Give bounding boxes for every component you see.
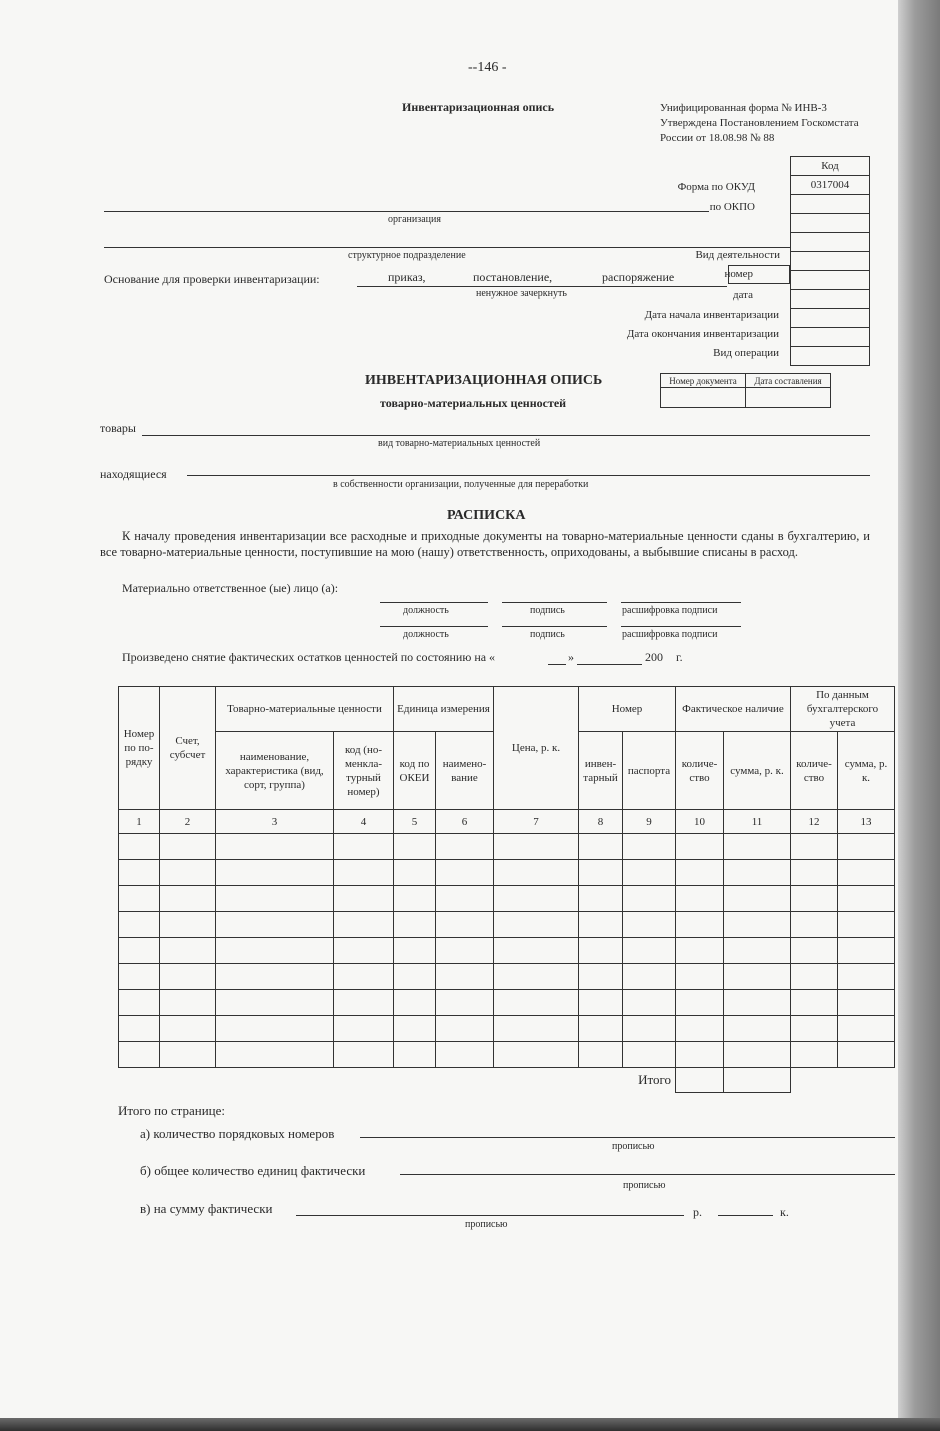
table-cell[interactable] — [623, 964, 676, 990]
table-cell[interactable] — [791, 834, 838, 860]
table-cell[interactable] — [579, 912, 623, 938]
line-b-label: б) общее количество единиц фактически — [140, 1163, 366, 1178]
table-cell[interactable] — [838, 990, 895, 1016]
kop-label: к. — [780, 1205, 789, 1219]
activity-label: Вид деятельности — [695, 249, 780, 261]
division-caption: структурное подразделение — [348, 250, 466, 261]
table-cell[interactable] — [838, 834, 895, 860]
col-number: 1 — [119, 810, 160, 834]
operation-label: Вид операции — [713, 347, 779, 359]
operation-field[interactable] — [791, 347, 870, 366]
sig2-decoding-line[interactable] — [621, 626, 741, 627]
table-cell[interactable] — [334, 990, 394, 1016]
table-cell[interactable] — [838, 886, 895, 912]
page-number: --146 - — [468, 60, 507, 75]
page-total-label: Итого по странице: — [118, 1103, 225, 1118]
table-cell[interactable] — [436, 886, 494, 912]
sig1-decoding: расшифровка подписи — [622, 605, 718, 616]
stock-line-label: Произведено снятие фактических остатков ценностей по состоянию на « — [122, 650, 496, 664]
th-unit: Единица измерения — [394, 687, 494, 732]
table-cell[interactable] — [494, 938, 579, 964]
table-cell[interactable] — [676, 912, 724, 938]
goods-caption: вид товарно-материальных ценностей — [378, 438, 541, 449]
rub-label: р. — [693, 1205, 702, 1219]
table-cell[interactable] — [119, 1042, 160, 1068]
sig2-signature-line[interactable] — [502, 626, 607, 627]
table-cell[interactable] — [791, 990, 838, 1016]
sig2-position: должность — [403, 629, 449, 640]
located-caption: в собственности организации, полученные для переработки — [333, 479, 589, 490]
code-blank-1[interactable] — [791, 214, 870, 233]
th-unitname: наимено-вание — [436, 732, 494, 810]
doc-number-field[interactable] — [661, 388, 746, 408]
table-cell[interactable] — [394, 964, 436, 990]
col-number: 12 — [791, 810, 838, 834]
table-cell[interactable] — [724, 886, 791, 912]
table-cell[interactable] — [791, 860, 838, 886]
total-qty[interactable] — [676, 1068, 724, 1093]
col-number: 5 — [394, 810, 436, 834]
basis-line — [357, 286, 727, 287]
table-cell[interactable] — [436, 912, 494, 938]
table-cell[interactable] — [494, 860, 579, 886]
table-cell[interactable] — [394, 912, 436, 938]
th-books: По данным бухгалтерского учета — [791, 687, 895, 732]
stock-close-quote: » — [568, 650, 574, 664]
table-cell[interactable] — [676, 1016, 724, 1042]
division-line[interactable] — [104, 247, 790, 248]
okpo-field[interactable] — [791, 195, 870, 214]
goods-line[interactable] — [142, 435, 870, 436]
col-number: 2 — [160, 810, 216, 834]
table-cell[interactable] — [724, 1042, 791, 1068]
table-cell[interactable] — [394, 834, 436, 860]
th-num: Номер по по-рядку — [119, 687, 160, 810]
code-blank-2[interactable] — [791, 233, 870, 252]
end-date-field[interactable] — [791, 328, 870, 347]
date-label: дата — [732, 289, 753, 301]
table-cell[interactable] — [838, 1042, 895, 1068]
table-cell[interactable] — [160, 886, 216, 912]
form-line-3: России от 18.08.98 № 88 — [660, 132, 775, 144]
table-row — [119, 886, 895, 912]
table-cell[interactable] — [579, 834, 623, 860]
table-cell[interactable] — [494, 886, 579, 912]
col-number: 7 — [494, 810, 579, 834]
table-cell[interactable] — [394, 886, 436, 912]
line-a-field[interactable] — [360, 1137, 895, 1138]
sig2-signature: подпись — [530, 629, 565, 640]
table-cell[interactable] — [724, 964, 791, 990]
table-cell[interactable] — [119, 912, 160, 938]
line-a-caption: прописью — [612, 1141, 655, 1152]
start-date-label: Дата начала инвентаризации — [644, 309, 779, 321]
th-passport: паспорта — [623, 732, 676, 810]
th-account: Счет, субсчет — [160, 687, 216, 810]
okpo-label: по ОКПО — [709, 201, 755, 213]
table-cell[interactable] — [216, 938, 334, 964]
sig1-signature: подпись — [530, 605, 565, 616]
number-label: номер — [724, 268, 753, 280]
total-sum[interactable] — [724, 1068, 791, 1093]
basis-label: Основание для проверки инвентаризации: — [104, 272, 320, 286]
line-c-caption: прописью — [465, 1219, 508, 1230]
table-cell[interactable] — [724, 1016, 791, 1042]
table-cell[interactable] — [623, 886, 676, 912]
table-cell[interactable] — [579, 964, 623, 990]
total-row — [119, 1068, 895, 1093]
table-cell[interactable] — [676, 938, 724, 964]
table-cell[interactable] — [119, 938, 160, 964]
stock-month-line[interactable] — [577, 664, 642, 665]
table-row — [119, 938, 895, 964]
form-line-1: Унифицированная форма № ИНВ-3 — [660, 102, 827, 114]
org-caption: организация — [388, 214, 441, 225]
table-cell[interactable] — [334, 834, 394, 860]
col-number: 8 — [579, 810, 623, 834]
table-cell[interactable] — [160, 912, 216, 938]
main-subtitle: товарно-материальных ценностей — [380, 396, 567, 410]
table-cell[interactable] — [119, 990, 160, 1016]
line-c-label: в) на сумму фактически — [140, 1201, 273, 1216]
table-cell[interactable] — [724, 938, 791, 964]
table-cell[interactable] — [436, 938, 494, 964]
table-cell[interactable] — [724, 834, 791, 860]
line-b-caption: прописью — [623, 1180, 666, 1191]
table-cell[interactable] — [436, 990, 494, 1016]
col-number: 9 — [623, 810, 676, 834]
basis-decree: постановление, — [473, 270, 553, 284]
main-title: ИНВЕНТАРИЗАЦИОННАЯ ОПИСЬ — [365, 373, 603, 388]
table-cell[interactable] — [334, 886, 394, 912]
code-header: Код — [791, 157, 870, 176]
table-cell[interactable] — [494, 912, 579, 938]
stock-year-suffix: г. — [676, 650, 683, 664]
basis-date-field[interactable] — [791, 290, 870, 309]
table-cell[interactable] — [119, 860, 160, 886]
col-number: 11 — [724, 810, 791, 834]
table-cell[interactable] — [579, 1042, 623, 1068]
table-cell[interactable] — [494, 990, 579, 1016]
scan-bottom-edge — [0, 1418, 940, 1431]
table-row — [119, 1042, 895, 1068]
table-cell[interactable] — [838, 938, 895, 964]
table-cell[interactable] — [436, 834, 494, 860]
table-cell[interactable] — [623, 990, 676, 1016]
line-c-field[interactable] — [296, 1215, 684, 1216]
table-cell[interactable] — [623, 1042, 676, 1068]
th-sum: сумма, р. к. — [724, 732, 791, 810]
table-cell[interactable] — [394, 860, 436, 886]
table-cell[interactable] — [394, 1042, 436, 1068]
code-box — [790, 156, 870, 366]
table-cell[interactable] — [394, 990, 436, 1016]
table-row — [119, 860, 895, 886]
total-label: Итого — [119, 1068, 676, 1093]
table-cell[interactable] — [334, 912, 394, 938]
table-cell[interactable] — [838, 1016, 895, 1042]
table-cell[interactable] — [676, 964, 724, 990]
doc-date-field[interactable] — [746, 388, 831, 408]
table-cell[interactable] — [216, 1016, 334, 1042]
table-cell[interactable] — [623, 912, 676, 938]
table-cell[interactable] — [579, 860, 623, 886]
table-row — [119, 990, 895, 1016]
table-cell[interactable] — [579, 990, 623, 1016]
table-cell[interactable] — [334, 1016, 394, 1042]
sig1-decoding-line[interactable] — [621, 602, 741, 603]
table-cell[interactable] — [676, 1042, 724, 1068]
table-cell[interactable] — [119, 964, 160, 990]
table-cell[interactable] — [334, 1042, 394, 1068]
table-cell[interactable] — [791, 1016, 838, 1042]
okud-value: 0317004 — [791, 176, 870, 195]
th-actual: Фактическое наличие — [676, 687, 791, 732]
table-cell[interactable] — [436, 860, 494, 886]
table-cell[interactable] — [676, 860, 724, 886]
table-cell[interactable] — [436, 1016, 494, 1042]
table-cell[interactable] — [724, 990, 791, 1016]
col-number: 6 — [436, 810, 494, 834]
receipt-title: РАСПИСКА — [447, 508, 526, 523]
table-cell[interactable] — [791, 912, 838, 938]
col-number: 10 — [676, 810, 724, 834]
table-cell[interactable] — [838, 860, 895, 886]
located-label: находящиеся — [100, 467, 167, 481]
table-cell[interactable] — [394, 1016, 436, 1042]
th-inv: инвен-тарный — [579, 732, 623, 810]
table-cell[interactable] — [494, 1042, 579, 1068]
doc-number-box — [660, 373, 831, 408]
table-cell[interactable] — [579, 938, 623, 964]
table-cell[interactable] — [724, 912, 791, 938]
th-price: Цена, р. к. — [494, 687, 579, 810]
table-cell[interactable] — [334, 964, 394, 990]
col-number: 4 — [334, 810, 394, 834]
sig2-position-line[interactable] — [380, 626, 488, 627]
basis-number-field[interactable] — [791, 271, 870, 290]
table-cell[interactable] — [791, 964, 838, 990]
book-spine — [898, 0, 940, 1431]
table-cell[interactable] — [160, 1016, 216, 1042]
total-spacer — [791, 1068, 895, 1093]
sig2-decoding: расшифровка подписи — [622, 629, 718, 640]
table-cell[interactable] — [791, 886, 838, 912]
table-row — [119, 964, 895, 990]
table-cell[interactable] — [216, 964, 334, 990]
form-line-2: Утверждена Постановлением Госкомстата — [660, 117, 859, 129]
th-values: Товарно-материальные ценности — [216, 687, 394, 732]
basis-order: приказ, — [388, 270, 426, 284]
table-cell[interactable] — [160, 860, 216, 886]
table-cell[interactable] — [791, 1042, 838, 1068]
organization-line[interactable] — [104, 211, 709, 212]
table-cell[interactable] — [579, 886, 623, 912]
th-okei: код по ОКЕИ — [394, 732, 436, 810]
table-cell[interactable] — [216, 886, 334, 912]
th-qty2: количе-ство — [791, 732, 838, 810]
th-sum2: сумма, р. к. — [838, 732, 895, 810]
okud-label: Форма по ОКУД — [677, 181, 755, 193]
inventory-table — [118, 686, 895, 1093]
th-name: наименование, характеристика (вид, сорт, группа) — [216, 732, 334, 810]
table-cell[interactable] — [623, 1016, 676, 1042]
table-cell[interactable] — [160, 938, 216, 964]
table-cell[interactable] — [436, 964, 494, 990]
table-cell[interactable] — [216, 860, 334, 886]
line-b-field[interactable] — [400, 1174, 895, 1175]
th-number: Номер — [579, 687, 676, 732]
col-number: 3 — [216, 810, 334, 834]
table-cell[interactable] — [160, 834, 216, 860]
table-cell[interactable] — [160, 990, 216, 1016]
table-row — [119, 912, 895, 938]
table-cell[interactable] — [216, 834, 334, 860]
header-title: Инвентаризационная опись — [402, 100, 555, 114]
table-cell[interactable] — [838, 912, 895, 938]
table-cell[interactable] — [119, 886, 160, 912]
table-cell[interactable] — [791, 938, 838, 964]
table-cell[interactable] — [216, 1042, 334, 1068]
table-cell[interactable] — [394, 938, 436, 964]
table-body — [119, 834, 895, 1068]
line-a-label: а) количество порядковых номеров — [140, 1126, 335, 1141]
sig1-position: должность — [403, 605, 449, 616]
sig1-position-line[interactable] — [380, 602, 488, 603]
located-line[interactable] — [187, 475, 870, 476]
sig1-signature-line[interactable] — [502, 602, 607, 603]
th-qty: количе-ство — [676, 732, 724, 810]
table-cell[interactable] — [623, 938, 676, 964]
table-cell[interactable] — [119, 834, 160, 860]
kop-field[interactable] — [718, 1215, 773, 1216]
table-cell[interactable] — [623, 834, 676, 860]
doc-number-header: Номер документа — [661, 374, 746, 388]
table-cell[interactable] — [676, 834, 724, 860]
stock-year: 200 — [645, 650, 663, 664]
table-cell[interactable] — [334, 938, 394, 964]
table-cell[interactable] — [623, 860, 676, 886]
table-cell[interactable] — [724, 860, 791, 886]
col-number: 13 — [838, 810, 895, 834]
basis-instruction: распоряжение — [602, 270, 675, 284]
table-cell[interactable] — [494, 834, 579, 860]
table-cell[interactable] — [838, 964, 895, 990]
stock-day-line[interactable] — [548, 664, 566, 665]
start-date-field[interactable] — [791, 309, 870, 328]
table-cell[interactable] — [160, 1042, 216, 1068]
table-cell[interactable] — [676, 886, 724, 912]
table-row — [119, 1016, 895, 1042]
end-date-label: Дата окончания инвентаризации — [626, 328, 779, 340]
table-cell[interactable] — [216, 912, 334, 938]
basis-note: ненужное зачеркнуть — [476, 288, 567, 299]
table-cell[interactable] — [436, 1042, 494, 1068]
table-cell[interactable] — [579, 1016, 623, 1042]
table-cell[interactable] — [494, 964, 579, 990]
table-cell[interactable] — [160, 964, 216, 990]
receipt-text: К началу проведения инвентаризации все расходные и приходные документы на товарно-материальные ценности сданы в бухгалтерию, и все товарно-материальные ценности, поступившие на мою (нашу) ответственность, оприходованы, а выбывшие списаны в расход. — [100, 529, 870, 559]
doc-date-header: Дата составления — [746, 374, 831, 388]
table-cell[interactable] — [334, 860, 394, 886]
table-cell[interactable] — [216, 990, 334, 1016]
activity-field[interactable] — [791, 252, 870, 271]
th-code: код (но-менкла-турный номер) — [334, 732, 394, 810]
table-cell[interactable] — [676, 990, 724, 1016]
goods-label: товары — [100, 421, 136, 435]
table-cell[interactable] — [119, 1016, 160, 1042]
column-numbers-row — [119, 810, 895, 834]
responsible-label: Материально ответственное (ые) лицо (а): — [122, 581, 339, 595]
table-cell[interactable] — [494, 1016, 579, 1042]
table-row — [119, 834, 895, 860]
